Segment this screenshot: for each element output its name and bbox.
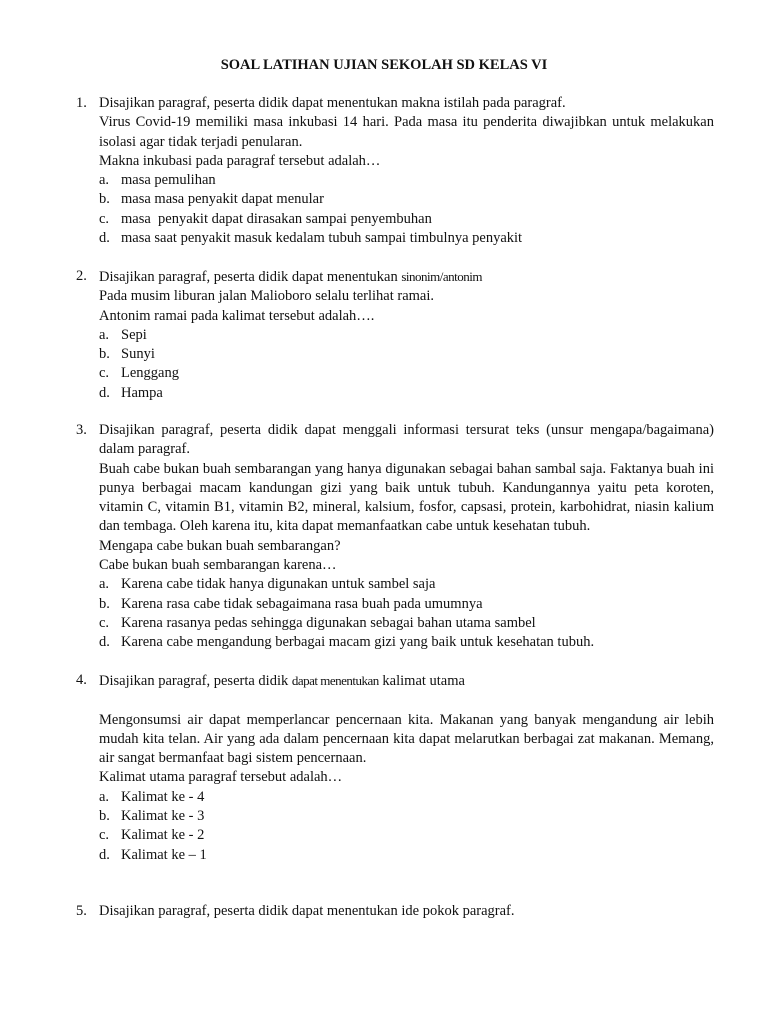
option-text: Kalimat ke - 3 [121, 808, 205, 825]
option-letter: d. [99, 230, 110, 247]
option-text: Karena rasanya pedas sehingga digunakan sebagai bahan utama sambel [121, 614, 536, 631]
option-letter: c. [99, 365, 110, 382]
option-letter: a. [99, 172, 110, 189]
blank-line [99, 691, 714, 710]
question-indicator: Disajikan paragraf, peserta didik dapat menentukan ide pokok paragraf. [99, 903, 515, 919]
option-letter: d. [99, 384, 110, 401]
option-letter: d. [99, 634, 110, 651]
option-letter: c. [99, 827, 110, 844]
answer-option [99, 364, 714, 383]
option-letter: b. [99, 346, 110, 363]
indicator-text: Disajikan paragraf, peserta didik [99, 673, 289, 689]
question-1 [76, 94, 714, 248]
answer-option [99, 210, 714, 229]
answer-option [99, 595, 714, 614]
answer-option [99, 788, 714, 807]
option-text: Kalimat ke - 4 [121, 788, 205, 805]
answer-option [99, 807, 714, 826]
question-number: 5. [76, 903, 87, 919]
question-indicator: Disajikan paragraf, peserta didik dapat menentukan makna istilah pada paragraf. [99, 95, 566, 111]
option-text: Sunyi [121, 346, 155, 363]
option-text: Hampa [121, 384, 163, 401]
option-text: Karena cabe mengandung berbagai macam gizi yang baik untuk kesehatan tubuh. [121, 634, 595, 651]
answer-option [99, 826, 714, 845]
question-prompt: Kalimat utama paragraf tersebut adalah… [99, 769, 343, 786]
option-text: Lenggang [121, 365, 179, 382]
option-text: masa pemulihan [121, 172, 216, 189]
question-passage: Mengonsumsi air dapat memperlancar pencernaan kita. Makanan yang banyak mengandung air lebih mudah kita telan. Air yang ada dalam pencernaan kita dapat melarutkan berbagai zat makanan. Memang, air sangat bermanfaat bagi sistem pencernaan. [99, 711, 714, 767]
indicator-text: Disajikan paragraf, peserta didik dapat menentukan [99, 269, 398, 285]
option-text: masa saat penyakit masuk kedalam tubuh sampai timbulnya penyakit [121, 230, 523, 247]
question-number: 2. [76, 268, 87, 284]
question-passage: Virus Covid-19 memiliki masa inkubasi 14 hari. Pada masa itu penderita diwajibkan untuk melakukan isolasi agar tidak terjadi penularan. [99, 114, 714, 150]
answer-option [99, 384, 714, 403]
question-number: 4. [76, 672, 87, 688]
option-letter: b. [99, 808, 110, 825]
option-text: Kalimat ke - 2 [121, 827, 205, 844]
option-letter: d. [99, 846, 110, 863]
question-4 [76, 671, 714, 865]
page-title: SOAL LATIHAN UJIAN SEKOLAH SD KELAS VI [220, 57, 548, 73]
indicator-text-small: sinonim/antonim [401, 269, 482, 284]
question-prompt: Antonim ramai pada kalimat tersebut adalah…. [99, 307, 375, 324]
answer-option [99, 633, 714, 652]
option-letter: a. [99, 326, 110, 343]
question-prompt: Mengapa cabe bukan buah sembarangan? [99, 537, 341, 554]
question-stem: Cabe bukan buah sembarangan karena… [99, 557, 337, 574]
answer-option [99, 345, 714, 364]
question-3 [76, 421, 714, 653]
answer-option [99, 229, 714, 248]
option-letter: c. [99, 210, 110, 227]
option-letter: a. [99, 576, 110, 593]
option-text: masa masa penyakit dapat menular [121, 191, 324, 208]
answer-option [99, 190, 714, 209]
answer-option [99, 846, 714, 865]
answer-option [99, 575, 714, 594]
option-text: Karena cabe tidak hanya digunakan untuk sambel saja [121, 576, 436, 593]
answer-option [99, 614, 714, 633]
option-text: masa penyakit dapat dirasakan sampai penyembuhan [121, 210, 432, 227]
option-text: Karena rasa cabe tidak sebagaimana rasa buah pada umumnya [121, 595, 483, 612]
option-text: Sepi [121, 326, 147, 343]
question-5 [76, 902, 714, 921]
answer-option [99, 326, 714, 345]
indicator-text-tail: kalimat utama [382, 673, 465, 689]
option-letter: a. [99, 788, 110, 805]
indicator-text-small: dapat menentukan [291, 673, 379, 688]
question-indicator [99, 671, 714, 691]
question-passage: Buah cabe bukan buah sembarangan yang hanya digunakan sebagai bahan sambal saja. Faktanya buah ini punya berbagai macam kandungan gizi yang baik untuk tubuh. Kandungannya yaitu peta koroten, vitamin C, vitamin B1, vitamin B2, mineral, kalsium, fosfor, capsasi, protein, karbohidrat, niasin kalium dan tembaga. Oleh karena itu, kita dapat memanfaatkan cabe untuk kesehatan tubuh. [99, 460, 714, 535]
question-2 [76, 267, 714, 403]
question-prompt: Makna inkubasi pada paragraf tersebut adalah… [99, 152, 381, 169]
question-number: 3. [76, 422, 87, 438]
option-letter: c. [99, 614, 110, 631]
option-letter: b. [99, 595, 110, 612]
question-number: 1. [76, 95, 87, 111]
answer-option [99, 171, 714, 190]
option-letter: b. [99, 191, 110, 208]
question-indicator [99, 267, 714, 287]
question-indicator: Disajikan paragraf, peserta didik dapat menggali informasi tersurat teks (unsur mengapa/bagaimana) dalam paragraf. [99, 422, 714, 458]
option-text: Kalimat ke – 1 [121, 846, 207, 863]
question-passage: Pada musim liburan jalan Malioboro selalu terlihat ramai. [99, 288, 435, 305]
